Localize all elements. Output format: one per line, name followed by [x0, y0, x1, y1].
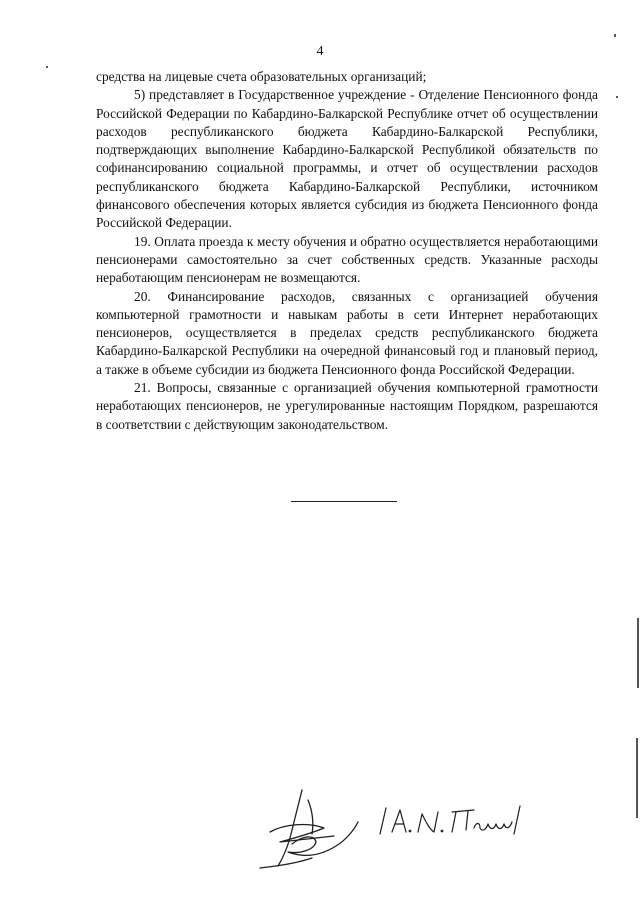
- scan-mark: [616, 96, 618, 98]
- scan-mark: [636, 738, 638, 818]
- paragraph-item-5: 5) представляет в Государственное учреждение - Отделение Пенсионного фонда Российской Федерации по Кабардино-Балкарской Республике отчет об осуществлении расходов республиканского бюджета Кабардино-Балкарской Республики, подтверждающих выполнение Кабардино-Балкарской Республикой обязательств по софинансированию социальной программы, и отчет об осуществлении расходов республиканского бюджета Кабардино-Балкарской Республики, источником финансового обеспечения которых является субсидия из бюджета Пенсионного фонда Российской Федерации.: [96, 87, 598, 231]
- handwritten-name: [378, 804, 528, 838]
- paragraph-clause-20: 20. Финансирование расходов, связанных с организацией обучения компьютерной грамотности и навыкам работы в сети Интернет неработающих пенсионеров, осуществляется в пределах средств республиканского бюджета Кабардино-Балкарской Республики на очередной финансовый год и плановый период, а также в объеме субсидии из бюджета Пенсионного фонда Российской Федерации.: [96, 288, 598, 377]
- signature: [250, 786, 365, 876]
- paragraph-clause-21: 21. Вопросы, связанные с организацией обучения компьютерной грамотности неработающих пенсионеров, не урегулированные настоящим Порядком, разрешаются в соответствии с действующим законодательством.: [96, 380, 598, 432]
- page-number: 4: [316, 44, 324, 59]
- paragraph-continuation: средства на лицевые счета образовательных организаций;: [96, 69, 427, 84]
- scan-mark: [614, 34, 616, 37]
- document-body: [96, 68, 598, 434]
- paragraph-clause-19: 19. Оплата проезда к месту обучения и обратно осуществляется неработающими пенсионерами самостоятельно за счет собственных средств. Указанные расходы неработающим пенсионерам не возмещаются.: [96, 233, 598, 286]
- scan-mark: [637, 618, 639, 688]
- scan-mark: [46, 66, 48, 68]
- closing-separator-line: [291, 501, 397, 502]
